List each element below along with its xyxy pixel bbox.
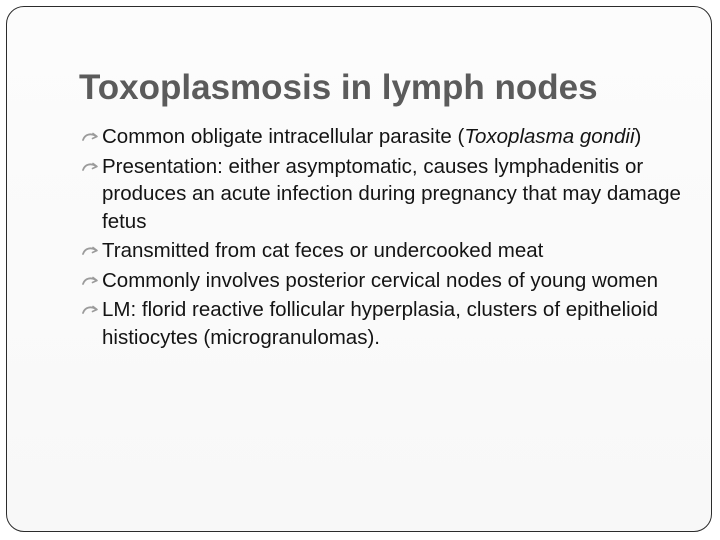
bullet-text: Presentation: either asymptomatic, causes lymphadenitis or produces an acute infection during pregnancy that may damage fetus bbox=[102, 154, 681, 233]
bullet-text: Transmitted from cat feces or undercooked meat bbox=[102, 239, 544, 262]
bullet-text bbox=[102, 125, 641, 148]
curled-arrow-bullet-icon bbox=[81, 245, 99, 257]
curled-arrow-bullet-icon bbox=[81, 275, 99, 287]
bullet-text-part: Common obligate intracellular parasite ( bbox=[102, 125, 465, 148]
bullet-text: LM: florid reactive follicular hyperplasia, clusters of epithelioid histiocytes (microgranulomas). bbox=[102, 298, 659, 349]
curled-arrow-bullet-icon bbox=[81, 131, 99, 143]
bullet-item bbox=[81, 237, 681, 265]
bullet-item bbox=[81, 153, 681, 236]
curled-arrow-bullet-icon bbox=[81, 304, 99, 316]
bullet-item bbox=[81, 267, 681, 295]
slide-title: Toxoplasmosis in lymph nodes bbox=[79, 68, 598, 107]
bullet-text: Commonly involves posterior cervical nodes of young women bbox=[102, 268, 659, 292]
bullet-item bbox=[81, 123, 681, 151]
bullet-text-italic: Toxoplasma gondii bbox=[464, 125, 635, 148]
slide bbox=[6, 6, 712, 532]
curled-arrow-bullet-icon bbox=[81, 161, 99, 173]
bullet-text-part: ) bbox=[634, 125, 642, 148]
bullet-item bbox=[81, 296, 681, 351]
bullet-list bbox=[81, 123, 681, 353]
